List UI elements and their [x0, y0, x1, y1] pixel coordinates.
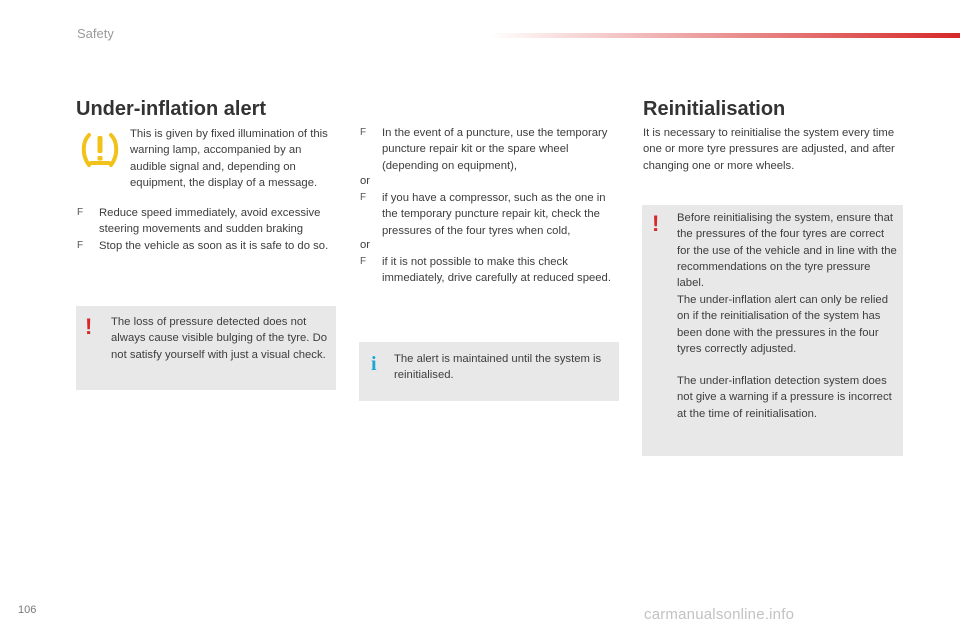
watermark: carmanualsonline.info — [644, 606, 795, 623]
page-number: 106 — [18, 604, 37, 616]
list-item-text: if it is not possible to make this check immediately, drive carefully at reduced speed. — [382, 256, 611, 285]
left-warning-box — [76, 306, 336, 390]
middle-info-text: The alert is maintained until the system is reinitialised. — [394, 353, 602, 382]
bullet-marker: F — [360, 256, 367, 267]
list-item — [77, 238, 339, 254]
list-item — [360, 254, 618, 287]
reinitialisation-title: Reinitialisation — [643, 98, 786, 120]
bullet-marker: F — [360, 127, 367, 138]
exclamation-icon: ! — [85, 314, 93, 339]
middle-info-box — [359, 342, 619, 401]
right-warning-para-3: The under-inflation detection system does not give a warning if a pressure is incorrect at the time of reinitialisation. — [677, 375, 892, 420]
tyre-pressure-warning-lamp-icon — [78, 128, 122, 172]
right-warning-box — [642, 205, 903, 456]
list-item — [360, 190, 618, 239]
right-warning-para-1: Before reinitialising the system, ensure that the pressures of the four tyres are correct for the use of the vehicle and in line with the recommendations on the tyre pressure label. — [677, 212, 897, 290]
reinitialisation-intro: It is necessary to reinitialise the system every time one or more tyre pressures are adjusted, and after changing one or more wheels. — [643, 127, 895, 172]
list-item — [360, 125, 618, 174]
right-warning-para-2: The under-inflation alert can only be relied on if the reinitialisation of the system has been done with the pressures in the four tyres correctly adjusted. — [677, 294, 889, 355]
info-icon: i — [371, 353, 377, 375]
left-warning-text: The loss of pressure detected does not always cause visible bulging of the tyre. Do not satisfy yourself with just a visual check. — [111, 316, 328, 361]
bullet-marker: F — [360, 192, 367, 203]
under-inflation-alert-title: Under-inflation alert — [76, 98, 267, 120]
or-separator: or — [360, 175, 371, 187]
section-label: Safety — [77, 26, 114, 41]
list-item-text: Reduce speed immediately, avoid excessive steering movements and sudden braking — [99, 207, 321, 236]
bullet-marker: F — [77, 239, 84, 251]
list-item-text: Stop the vehicle as soon as it is safe to do so. — [99, 239, 329, 252]
bullet-marker: F — [77, 207, 84, 218]
middle-bullet-3 — [360, 254, 618, 287]
list-item-text: if you have a compressor, such as the one in the temporary puncture repair kit, check the pressures of the four tyres when cold, — [382, 192, 606, 237]
exclamation-icon: ! — [652, 211, 660, 236]
or-separator: or — [360, 239, 371, 251]
under-inflation-intro: This is given by fixed illumination of this warning lamp, accompanied by an audible signal and, depending on equipment, the display of a message. — [130, 128, 328, 189]
middle-bullet-2 — [360, 190, 618, 239]
header-accent-bar — [490, 33, 960, 38]
list-item-text: In the event of a puncture, use the temporary puncture repair kit or the spare wheel (depending on equipment), — [382, 127, 608, 172]
list-item — [77, 205, 339, 238]
middle-bullet-1 — [360, 125, 618, 174]
left-bullet-list — [77, 205, 339, 254]
